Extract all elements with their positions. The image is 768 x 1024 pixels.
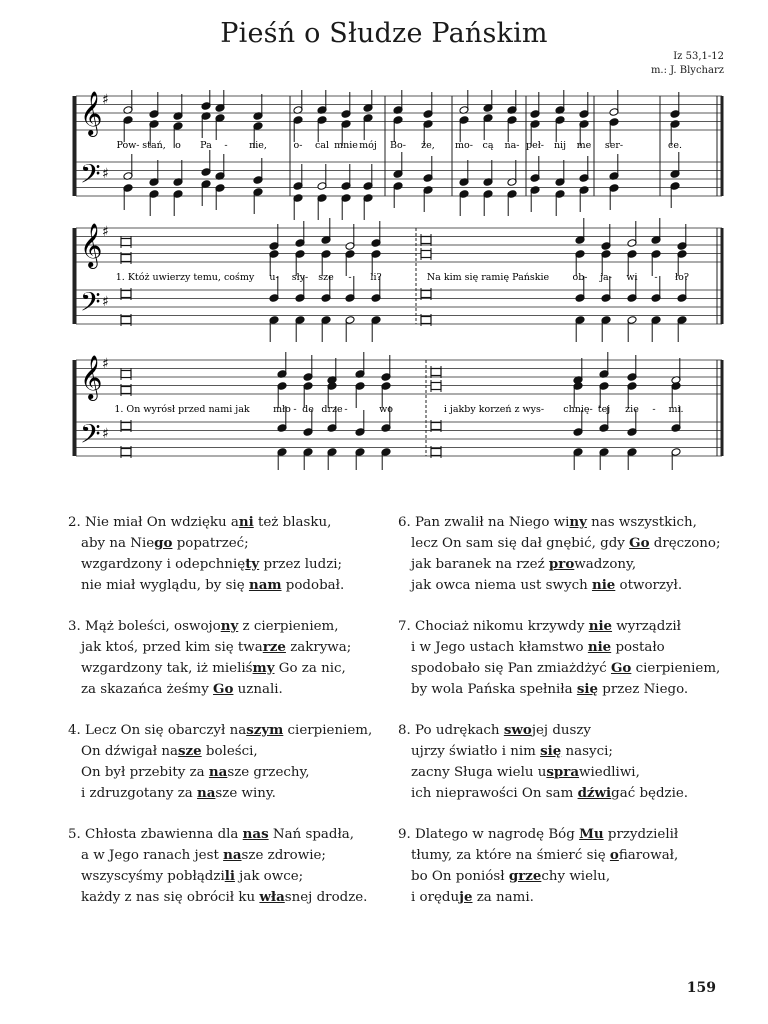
lyric-syllable: że, [421, 140, 435, 151]
music-score [70, 90, 730, 470]
text-segment: fiarował, [618, 848, 679, 863]
text-segment: 9. Dlatego w nagrodę Bóg [398, 827, 580, 842]
text-segment: sze winy. [215, 786, 276, 801]
accented-syllable: swo [503, 722, 532, 738]
text-segment: otworzył. [615, 578, 683, 593]
stanza-line [398, 512, 728, 533]
text-segment: zacny Sługa wielu u [411, 765, 547, 780]
text-segment: też blasku, [253, 515, 332, 530]
text-segment: za nami. [472, 890, 534, 905]
lyric-syllable: Pow- [116, 140, 140, 151]
stanza-line [398, 866, 728, 887]
lyric-syllable: mnie [334, 140, 358, 151]
lyric-syllable: nie, [249, 140, 267, 151]
stanza-line [68, 554, 398, 575]
stanza-line [68, 679, 398, 700]
accented-syllable: je [459, 889, 473, 905]
stanza-line [68, 512, 398, 533]
accented-syllable: nas [242, 826, 269, 842]
lyric-syllable: mło [273, 404, 291, 415]
accented-syllable: się [576, 681, 599, 697]
stanza-line [68, 637, 398, 658]
text-segment: dręczono; [649, 536, 721, 551]
text-segment: gać będzie. [611, 786, 689, 801]
text-segment: ujrzy światło i nim [411, 744, 541, 759]
text-segment: sze zdrowie; [241, 848, 326, 863]
stanza-line [68, 783, 398, 804]
lyric-syllable: nij [553, 140, 567, 151]
accented-syllable: grze [508, 868, 542, 884]
breve-note [121, 291, 131, 298]
text-segment: 2. Nie miał On wdzięku a [68, 515, 239, 530]
stanza-line [68, 887, 398, 908]
lyric-syllable: - [348, 272, 352, 283]
lyric-syllable: Bo- [390, 140, 406, 151]
accented-syllable: Mu [579, 826, 604, 842]
text-segment: jak baranek na rzeź [411, 557, 549, 572]
key-sharp-icon: ♯ [102, 224, 109, 240]
key-sharp-icon: ♯ [102, 92, 109, 108]
stanza [398, 824, 728, 908]
verse-system-b [74, 352, 722, 470]
accented-syllable: nie [591, 577, 616, 593]
key-sharp-icon: ♯ [102, 166, 109, 182]
bass-clef-icon: 𝄢 [80, 418, 101, 456]
text-segment: chy wielu, [541, 869, 611, 884]
stanza-line [68, 720, 398, 741]
lyric-syllable: de [302, 404, 314, 415]
lyric-syllable: wo [379, 404, 393, 415]
stanza-line [398, 845, 728, 866]
text-segment: nas wszystkich, [586, 515, 697, 530]
lyric-syllable: mój [359, 140, 377, 151]
breve-note [121, 317, 131, 324]
stanza-line [398, 658, 728, 679]
text-segment: Nań spadła, [268, 827, 355, 842]
lyric-syllable: - [293, 404, 297, 415]
key-sharp-icon: ♯ [102, 356, 109, 372]
text-segment: zakrywa; [285, 640, 352, 655]
text-segment: aby na Nie [81, 536, 155, 551]
text-segment: snej drodze. [284, 890, 368, 905]
text-segment: 7. Chociaż nikomu krzywdy [398, 619, 589, 634]
text-segment: 8. Po udrękach [398, 723, 504, 738]
lyric-syllable: mi. [668, 404, 684, 415]
lyric-syllable: chnię- [563, 404, 593, 415]
accented-syllable: o [609, 847, 619, 863]
lyric-syllable: u- [269, 272, 279, 283]
accented-syllable: dźwi [577, 785, 612, 801]
lyric-syllable: cal [314, 140, 330, 151]
text-segment: ich nieprawości On sam [411, 786, 578, 801]
lyric-syllable: stań, [142, 140, 166, 151]
treble-clef-icon: 𝄞 [80, 223, 103, 267]
stanza-line [398, 762, 728, 783]
text-segment: cierpieniem, [283, 723, 373, 738]
refrain-system [74, 90, 722, 220]
breve-note [121, 239, 131, 246]
stanza-line [398, 637, 728, 658]
text-segment: uznali. [233, 682, 283, 697]
stanza-line [398, 533, 728, 554]
stanza-line [398, 554, 728, 575]
accented-syllable: się [540, 743, 562, 759]
stanzas-left-column [68, 512, 398, 928]
lyric-syllable: ob- [572, 272, 588, 283]
text-segment: jak owce; [234, 869, 304, 884]
lyric-syllable: - [652, 404, 656, 415]
text-segment: przez ludzi; [259, 557, 343, 572]
lyric-syllable: 1. Któż uwierzy temu, cośmy [115, 272, 255, 283]
verse-system-a [74, 218, 722, 342]
text-segment: tłumy, za które na śmierć się [411, 848, 610, 863]
text-segment: by wola Pańska spełniła [411, 682, 577, 697]
text-segment: nie miał wyglądu, by się [81, 578, 249, 593]
text-segment: 4. Lecz On się obarczył na [68, 723, 247, 738]
text-segment: jak owca niema ust swych [411, 578, 592, 593]
breve-note [121, 371, 131, 378]
stanza-line [68, 575, 398, 596]
stanza-line [398, 741, 728, 762]
lyric-syllable: ser- [604, 140, 624, 151]
lyric-syllable: o [175, 140, 181, 151]
accented-syllable: ty [245, 556, 260, 572]
accented-syllable: pro [548, 556, 575, 572]
text-segment: wszyscyśmy pobłądzi [81, 869, 225, 884]
stanza-line [68, 845, 398, 866]
text-segment: nasyci; [561, 744, 613, 759]
accented-syllable: spra [546, 764, 580, 780]
stanza-line [68, 824, 398, 845]
text-segment: przez Niego. [598, 682, 689, 697]
text-segment: wzgardzony tak, iż mieliś [81, 661, 253, 676]
lyric-syllable: na- [504, 140, 520, 151]
text-segment: lecz On sam się dał gnębić, gdy [411, 536, 630, 551]
stanza [398, 720, 728, 804]
accented-syllable: ny [569, 514, 587, 530]
source-credits [651, 50, 724, 78]
text-segment: przydzielił [603, 827, 679, 842]
accented-syllable: Go [629, 535, 650, 551]
breve-note [431, 423, 441, 430]
accented-syllable: li [224, 868, 235, 884]
stanza [68, 512, 398, 596]
accented-syllable: ni [238, 514, 254, 530]
text-segment: 6. Pan zwalił na Niego wi [398, 515, 570, 530]
text-segment: cierpieniem, [631, 661, 721, 676]
text-segment: wiedliwi, [579, 765, 640, 780]
accented-syllable: wła [259, 889, 285, 905]
text-segment: bo On poniósł [411, 869, 509, 884]
accented-syllable: sze [178, 743, 202, 759]
text-segment: spodobało się Pan zmiażdżyć [411, 661, 611, 676]
stanza-line [68, 616, 398, 637]
stanza-line [398, 887, 728, 908]
key-sharp-icon: ♯ [102, 294, 109, 310]
text-segment: On był przebity za [81, 765, 209, 780]
breve-note [421, 237, 431, 244]
accented-syllable: go [154, 535, 173, 551]
lyric-syllable: Pa [200, 140, 212, 151]
text-segment: On dźwigał na [81, 744, 178, 759]
accented-syllable: rze [262, 639, 286, 655]
accented-syllable: szym [246, 722, 284, 738]
stanza-line [398, 783, 728, 804]
accented-syllable: nie [588, 618, 613, 634]
scripture-reference: Iz 53,1-12 [673, 51, 724, 62]
accented-syllable: Go [610, 660, 632, 676]
stanza-line [398, 720, 728, 741]
breve-note [431, 383, 441, 390]
breve-note [421, 251, 431, 258]
breve-note [421, 291, 431, 298]
bass-clef-icon: 𝄢 [80, 286, 101, 324]
lyric-syllable: ło? [675, 272, 689, 283]
text-segment: sze grzechy, [227, 765, 310, 780]
lyric-syllable: tej [597, 404, 611, 415]
accented-syllable: na [197, 785, 216, 801]
accented-syllable: nam [248, 577, 282, 593]
stanza-line [398, 824, 728, 845]
song-title: Pieśń o Słudze Pańskim [220, 18, 548, 49]
stanza-line [68, 762, 398, 783]
lyric-syllable: li? [370, 272, 382, 283]
lyric-syllable: cą [482, 140, 494, 151]
text-segment: popatrzeć; [172, 536, 249, 551]
breve-note [421, 317, 431, 324]
lyric-syllable: mo- [455, 140, 473, 151]
text-segment: Go za nic, [274, 661, 346, 676]
accented-syllable: na [223, 847, 242, 863]
text-segment: podobał. [281, 578, 345, 593]
lyric-syllable: drze [321, 404, 343, 415]
stanza-line [68, 741, 398, 762]
treble-clef-icon: 𝄞 [80, 355, 103, 399]
lyric-syllable: 1. On wyrósł przed nami jak [114, 404, 250, 415]
lyric-syllable: sły- [291, 272, 309, 283]
accented-syllable: ny [220, 618, 239, 634]
stanza [68, 720, 398, 804]
accented-syllable: nie [587, 639, 612, 655]
text-segment: jej duszy [531, 723, 592, 738]
text-segment: jak ktoś, przed kim się twa [81, 640, 263, 655]
breve-note [431, 449, 441, 456]
lyric-syllable: - [344, 404, 348, 415]
key-sharp-icon: ♯ [102, 426, 109, 442]
breve-note [121, 387, 131, 394]
text-segment: i w Jego ustach kłamstwo [411, 640, 588, 655]
stanza-line [398, 575, 728, 596]
text-segment: a w Jego ranach jest [81, 848, 224, 863]
lyric-syllable: zie [625, 404, 639, 415]
accented-syllable: my [252, 660, 275, 676]
lyric-syllable: Na kim się ramię Pańskie [426, 272, 550, 283]
bass-clef-icon: 𝄢 [80, 158, 101, 196]
lyric-syllable: - [654, 272, 658, 283]
text-segment: postało [611, 640, 665, 655]
stanza-line [68, 533, 398, 554]
treble-clef-icon: 𝄞 [80, 91, 103, 135]
text-segment: wadzony, [574, 557, 637, 572]
stanza-line [68, 866, 398, 887]
accented-syllable: Go [213, 681, 234, 697]
accented-syllable: na [208, 764, 228, 780]
stanza-line [68, 658, 398, 679]
lyric-syllable: sze [318, 272, 334, 283]
stanza [398, 512, 728, 596]
lyric-syllable: o- [293, 140, 303, 151]
text-segment: wyrządził [612, 619, 682, 634]
text-segment: i zdruzgotany za [81, 786, 197, 801]
lyric-syllable: ce. [668, 140, 682, 151]
stanza [398, 616, 728, 700]
text-segment: każdy z nas się obrócił ku [81, 890, 260, 905]
lyric-syllable: ja- [600, 272, 612, 283]
text-segment: 5. Chłosta zbawienna dla [68, 827, 243, 842]
stanza-line [398, 616, 728, 637]
text-segment: wzgardzony i odepchnię [81, 557, 246, 572]
text-segment: za skazańca żeśmy [81, 682, 214, 697]
breve-note [121, 423, 131, 430]
lyric-syllable: i jakby korzeń z wys- [443, 404, 545, 415]
stanza-line [398, 679, 728, 700]
lyric-syllable: peł- [526, 140, 544, 151]
page-number: 159 [686, 980, 716, 996]
stanza [68, 616, 398, 700]
lyric-syllable: - [224, 140, 228, 151]
lyric-syllable: wi [626, 272, 638, 283]
text-segment: z cierpieniem, [238, 619, 339, 634]
breve-note [121, 449, 131, 456]
stanzas-right-column [398, 512, 728, 928]
lyric-syllable: me [576, 140, 592, 151]
text-segment: 3. Mąż boleści, oswojo [68, 619, 221, 634]
stanza [68, 824, 398, 908]
breve-note [431, 369, 441, 376]
music-credit: m.: J. Blycharz [650, 65, 724, 76]
breve-note [121, 255, 131, 262]
text-segment: boleści, [201, 744, 258, 759]
text-segment: i orędu [411, 890, 460, 905]
